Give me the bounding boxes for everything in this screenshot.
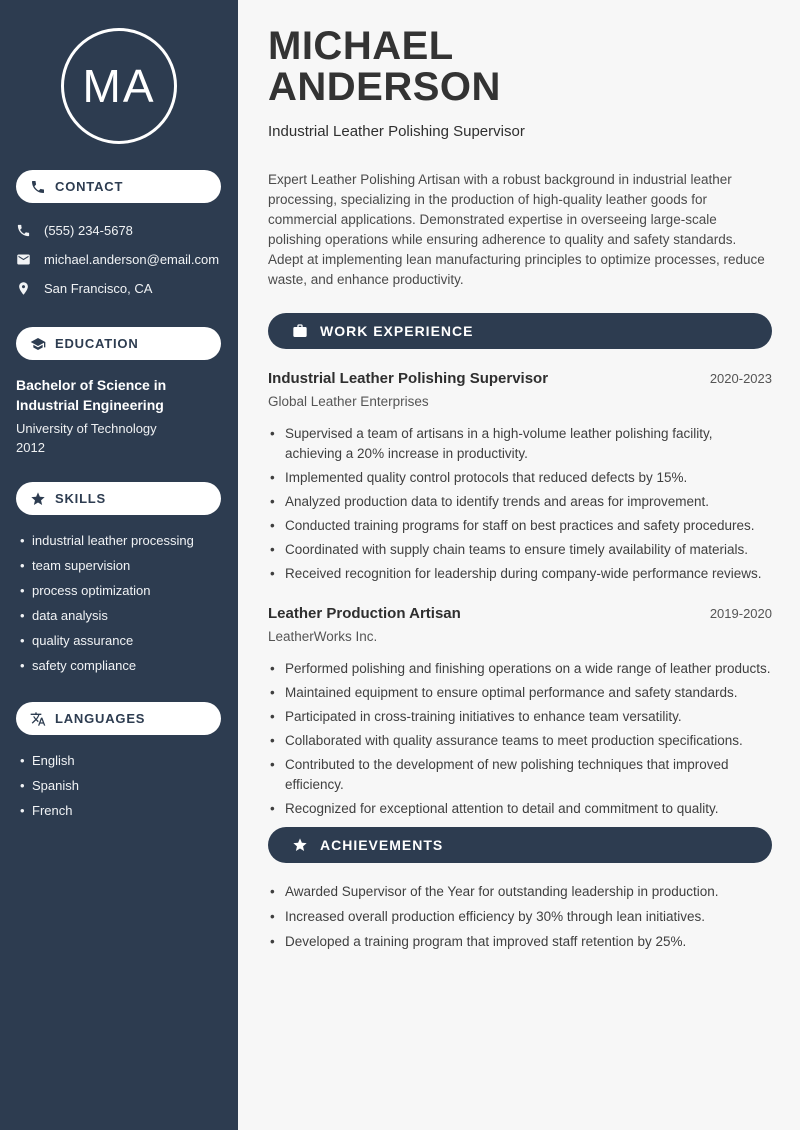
- education-entry: [16, 375, 222, 457]
- job-bullet-list: [268, 424, 772, 584]
- job-bullet: • Collaborated with quality assurance teams to meet production specifications.: [268, 731, 772, 751]
- skill-item: • team supervision: [20, 553, 222, 578]
- contact-section-header: [16, 170, 221, 203]
- contact-section-title: CONTACT: [55, 179, 124, 194]
- candidate-title: Industrial Leather Polishing Supervisor: [268, 123, 525, 140]
- main-content: [238, 0, 800, 1130]
- skills-list: [20, 528, 222, 678]
- achievements-section-title: ACHIEVEMENTS: [320, 837, 444, 853]
- job-title: Leather Production Artisan: [268, 605, 461, 622]
- job-company: Global Leather Enterprises: [268, 394, 429, 409]
- skill-item: • quality assurance: [20, 628, 222, 653]
- languages-section-title: LANGUAGES: [55, 711, 146, 726]
- contact-email-value: michael.anderson@email.com: [44, 252, 220, 267]
- job-bullet: • Supervised a team of artisans in a high-volume leather polishing facility, achieving a 20% increase in productivity.: [268, 424, 772, 464]
- achievements-list: [268, 882, 772, 952]
- candidate-name: [268, 26, 772, 108]
- education-degree: Bachelor of Science in Industrial Engineering: [16, 377, 167, 413]
- job-title: Industrial Leather Polishing Supervisor: [268, 370, 549, 387]
- languages-list: [20, 748, 222, 823]
- language-item: • French: [20, 798, 222, 823]
- job-dates: 2019-2020: [709, 606, 772, 621]
- job-bullet: • Implemented quality control protocols that reduced defects by 15%.: [268, 468, 772, 488]
- phone-icon: [16, 223, 31, 238]
- achievement-bullet: • Awarded Supervisor of the Year for outstanding leadership in production.: [268, 882, 772, 902]
- job-bullet: • Performed polishing and finishing operations on a wide range of leather products.: [268, 659, 772, 679]
- profile-summary: Expert Leather Polishing Artisan with a robust background in industrial leather processing, specializing in the production of high-quality leather goods for commercial applications. Demonstrated expertise in overseeing large-scale polishing operations while ensuring adherence to quality and safety standards. Adept at implementing lean manufacturing principles to optimize processes, reduce waste, and enhance productivity.: [268, 172, 765, 287]
- achievements-section-header: [268, 827, 772, 863]
- job-entry: [268, 370, 772, 584]
- skill-item: • process optimization: [20, 578, 222, 603]
- education-section-title: EDUCATION: [55, 336, 139, 351]
- job-bullet: • Coordinated with supply chain teams to ensure timely availability of materials.: [268, 540, 772, 560]
- job-bullet: • Conducted training programs for staff on best practices and safety procedures.: [268, 516, 772, 536]
- skills-section-header: [16, 482, 221, 515]
- job-header: [268, 370, 772, 387]
- contact-location-row: [16, 274, 222, 303]
- contact-email-row: [16, 245, 222, 274]
- location-icon: [16, 281, 31, 296]
- skills-section-title: SKILLS: [55, 491, 107, 506]
- job-bullet: • Participated in cross-training initiatives to enhance team versatility.: [268, 707, 772, 727]
- job-bullet: • Analyzed production data to identify trends and areas for improvement.: [268, 492, 772, 512]
- skill-item: • data analysis: [20, 603, 222, 628]
- translate-icon: [30, 711, 46, 727]
- skill-item: • industrial leather processing: [20, 528, 222, 553]
- contact-list: [16, 216, 222, 303]
- job-bullet: • Maintained equipment to ensure optimal performance and safety standards.: [268, 683, 772, 703]
- job-header: [268, 605, 772, 622]
- candidate-name-line2: ANDERSON: [268, 65, 501, 109]
- job-bullet: • Contributed to the development of new polishing techniques that improved efficiency.: [268, 755, 772, 795]
- skill-item: • safety compliance: [20, 653, 222, 678]
- language-item: • Spanish: [20, 773, 222, 798]
- work-experience-section-header: [268, 313, 772, 349]
- graduation-cap-icon: [30, 336, 46, 352]
- education-school: University of Technology: [16, 421, 157, 436]
- education-section-header: [16, 327, 221, 360]
- star-icon: [292, 837, 308, 853]
- avatar-initials: MA: [82, 60, 156, 112]
- job-dates: 2020-2023: [709, 371, 772, 386]
- language-item: • English: [20, 748, 222, 773]
- contact-location-value: San Francisco, CA: [44, 281, 153, 296]
- avatar: [61, 28, 177, 144]
- star-icon: [30, 491, 46, 507]
- candidate-name-line1: MICHAEL: [268, 24, 454, 68]
- job-bullet-list: [268, 659, 772, 819]
- email-icon: [16, 252, 31, 267]
- achievement-bullet: • Developed a training program that improved staff retention by 25%.: [268, 932, 772, 952]
- job-company: LeatherWorks Inc.: [268, 629, 378, 644]
- job-entry: [268, 605, 772, 819]
- contact-phone-value: (555) 234-5678: [44, 223, 133, 238]
- education-year: 2012: [16, 440, 45, 455]
- phone-icon: [30, 179, 46, 195]
- work-experience-section-title: WORK EXPERIENCE: [320, 323, 474, 339]
- briefcase-icon: [292, 323, 308, 339]
- contact-phone-row: [16, 216, 222, 245]
- languages-section-header: [16, 702, 221, 735]
- job-bullet: • Received recognition for leadership during company-wide performance reviews.: [268, 564, 772, 584]
- sidebar: [0, 0, 238, 1130]
- job-bullet: • Recognized for exceptional attention to detail and commitment to quality.: [268, 799, 772, 819]
- achievement-bullet: • Increased overall production efficiency by 30% through lean initiatives.: [268, 907, 772, 927]
